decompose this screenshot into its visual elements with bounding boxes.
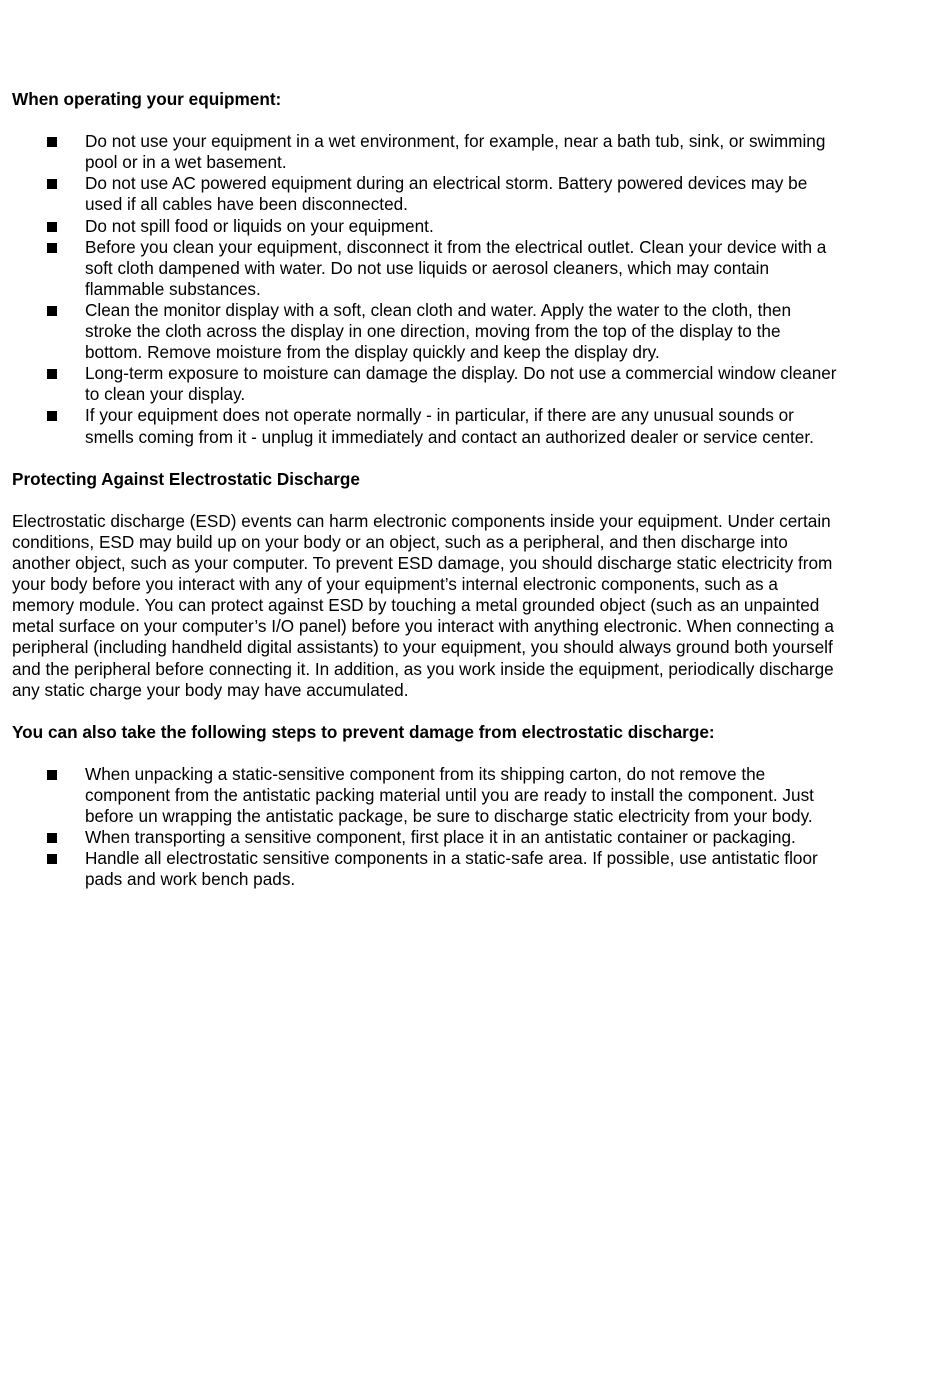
list-item-text: When unpacking a static-sensitive component from its shipping carton, do not remove the component from the antistatic packing material until you are ready to install the component. Just before un wrapping the antistatic package, be sure to discharge static electricity from your body. [85, 764, 814, 827]
list-item-text: Long-term exposure to moisture can damage the display. Do not use a commercial window cleaner to clean your display. [85, 363, 837, 405]
document-page [12, 89, 842, 891]
square-bullet-icon [47, 833, 57, 843]
square-bullet-icon [47, 369, 57, 379]
square-bullet-icon [47, 179, 57, 189]
spacer [12, 490, 842, 511]
section-heading-steps: You can also take the following steps to prevent damage from electrostatic discharge: [12, 721, 715, 742]
esd-paragraph: Electrostatic discharge (ESD) events can harm electronic components inside your equipment. Under certain conditions, ESD may build up on your body or an object, such as a peripheral, and then discharge into another object, such as your computer. To prevent ESD damage, you should discharge static electricity from your body before you interact with any of your equipment’s internal electronic components, such as a memory module. You can protect against ESD by touching a metal grounded object (such as an unpainted metal surface on your computer’s I/O panel) before you interact with anything electronic. When connecting a peripheral (including handheld digital assistants) to your equipment, you should always ground both yourself and the peripheral before connecting it. In addition, as you work inside the equipment, periodically discharge any static charge your body may have accumulated. [12, 510, 834, 700]
square-bullet-icon [47, 770, 57, 780]
list-item [12, 131, 842, 173]
list-item-text: Handle all electrostatic sensitive components in a static-safe area. If possible, use antistatic floor pads and work bench pads. [85, 848, 818, 890]
square-bullet-icon [47, 411, 57, 421]
list-item [12, 405, 842, 447]
list-item-text: Do not spill food or liquids on your equipment. [85, 215, 434, 236]
operating-bullet-list [12, 131, 842, 447]
list-item [12, 173, 842, 215]
list-item-text: Clean the monitor display with a soft, clean cloth and water. Apply the water to the cloth, then stroke the cloth across the display in one direction, moving from the top of the display to the bottom. Remove moisture from the display quickly and keep the display dry. [85, 299, 792, 363]
square-bullet-icon [47, 137, 57, 147]
list-item [12, 827, 842, 848]
spacer [12, 701, 842, 722]
section-heading-operating: When operating your equipment: [12, 89, 282, 109]
list-item [12, 848, 842, 890]
list-item-text: If your equipment does not operate normally - in particular, if there are any unusual sounds or smells coming from it - unplug it immediately and contact an authorized dealer or service center. [85, 405, 814, 447]
square-bullet-icon [47, 243, 57, 253]
section-heading-esd: Protecting Against Electrostatic Discharge [12, 468, 360, 489]
list-item-text: Do not use your equipment in a wet environment, for example, near a bath tub, sink, or swimming pool or in a wet basement. [85, 131, 826, 173]
esd-steps-bullet-list [12, 764, 842, 891]
list-item [12, 764, 842, 827]
list-item-text: When transporting a sensitive component, first place it in an antistatic container or packaging. [85, 827, 796, 848]
square-bullet-icon [47, 306, 57, 316]
square-bullet-icon [47, 222, 57, 232]
spacer [12, 110, 842, 131]
spacer [12, 448, 842, 469]
spacer [12, 743, 842, 764]
list-item [12, 237, 842, 300]
list-item-text: Do not use AC powered equipment during an electrical storm. Battery powered devices may be used if all cables have been disconnected. [85, 173, 808, 215]
list-item [12, 216, 842, 237]
square-bullet-icon [47, 854, 57, 864]
list-item [12, 363, 842, 405]
list-item-text: Before you clean your equipment, disconnect it from the electrical outlet. Clean your device with a soft cloth dampened with water. Do not use liquids or aerosol cleaners, which may contain flammable substances. [85, 236, 827, 299]
list-item [12, 300, 842, 363]
